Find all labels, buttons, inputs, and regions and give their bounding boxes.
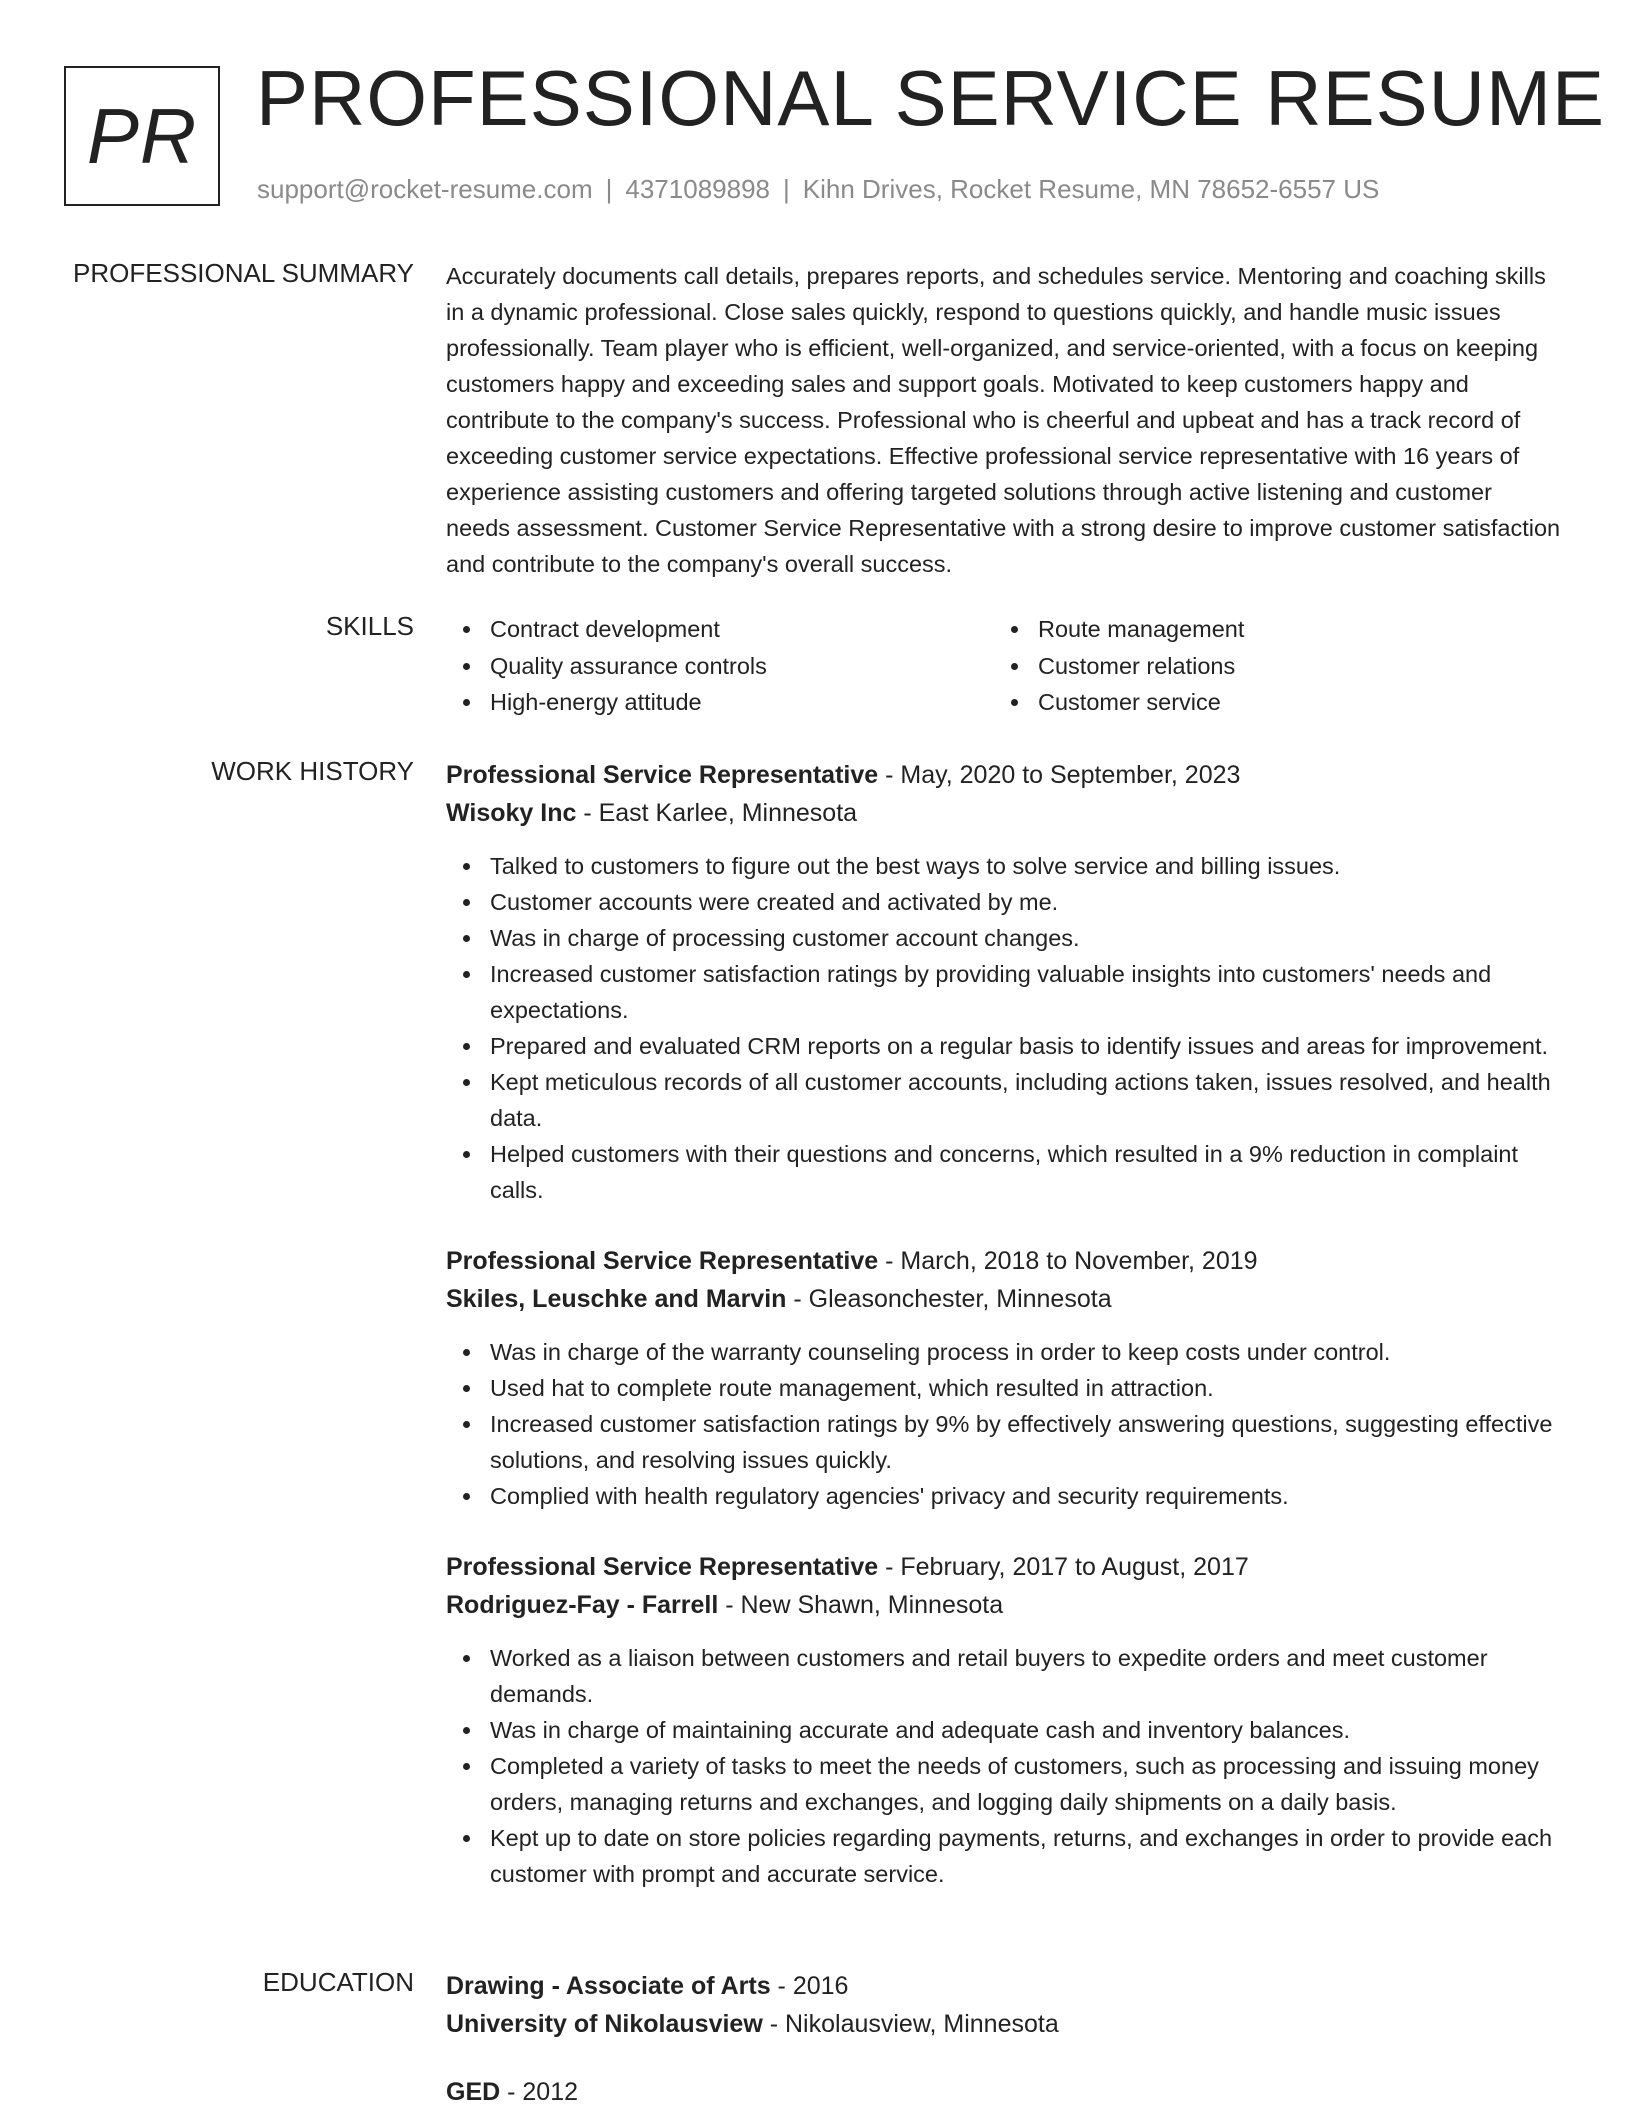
skill-item: High-energy attitude [446, 684, 994, 721]
job-duty: Talked to customers to figure out the best ways to solve service and billing issues. [446, 848, 1561, 884]
job-duty: Complied with health regulatory agencies' privacy and security requirements. [446, 1478, 1561, 1514]
skill-item: Contract development [446, 611, 994, 648]
monogram-badge [64, 66, 220, 206]
job-title-line [446, 1548, 1561, 1586]
job-duties [446, 1640, 1561, 1892]
job-company: Skiles, Leuschke and Marvin [446, 1285, 787, 1313]
job-title-line [446, 1242, 1561, 1280]
skills-body [446, 611, 1561, 721]
job-entry [446, 1242, 1561, 1514]
job-role: Professional Service Representative [446, 761, 879, 789]
job-entry [446, 756, 1561, 1208]
education-degree: GED [446, 2078, 501, 2106]
education-year: - 2016 [770, 1972, 849, 2000]
work-history-heading: WORK HISTORY [211, 756, 414, 786]
job-dates: - May, 2020 to September, 2023 [878, 761, 1241, 789]
skill-item: Route management [994, 611, 1542, 648]
job-duty: Increased customer satisfaction ratings by 9% by effectively answering questions, suggesting effective solutions, and resolving issues quickly. [446, 1406, 1561, 1478]
education-entry [446, 1967, 1561, 2043]
job-entry [446, 1548, 1561, 1892]
work-history-body [446, 756, 1561, 1892]
job-company-line [446, 1280, 1561, 1318]
job-company-line [446, 794, 1561, 832]
job-company-line [446, 1586, 1561, 1624]
job-duty: Customer accounts were created and activated by me. [446, 884, 1561, 920]
job-duty: Was in charge of processing customer account changes. [446, 920, 1561, 956]
job-title-line [446, 756, 1561, 794]
job-duty: Helped customers with their questions and concerns, which resulted in a 9% reduction in complaint calls. [446, 1136, 1561, 1208]
skill-item: Quality assurance controls [446, 648, 994, 685]
skill-item: Customer service [994, 684, 1542, 721]
summary-heading: PROFESSIONAL SUMMARY [73, 258, 414, 288]
job-dates: - March, 2018 to November, 2019 [878, 1247, 1258, 1275]
education-degree-line [446, 1967, 1561, 2005]
job-duty: Kept meticulous records of all customer accounts, including actions taken, issues resolved, and health data. [446, 1064, 1561, 1136]
education-school: University of Nikolausview [446, 2010, 763, 2038]
job-role: Professional Service Representative [446, 1553, 879, 1581]
education-location: - Nikolausview, Minnesota [762, 2010, 1059, 2038]
summary-text: Accurately documents call details, prepares reports, and schedules service. Mentoring and coaching skills in a dynamic professional. Close sales quickly, respond to questions quickly, and handle music issues professionally. Team player who is efficient, well-organized, and service-oriented, with a focus on keeping customers happy and exceeding sales and support goals. Motivated to keep customers happy and contribute to the company's success. Professional who is cheerful and upbeat and has a track record of exceeding customer service expectations. Effective professional service representative with 16 years of experience assisting customers and offering targeted solutions through active listening and customer needs assessment. Customer Service Representative with a strong desire to improve customer satisfaction and contribute to the company's overall success. [446, 263, 1561, 577]
job-location: - New Shawn, Minnesota [718, 1591, 1004, 1619]
education-school-line [446, 2005, 1561, 2043]
job-duty: Prepared and evaluated CRM reports on a regular basis to identify issues and areas for improvement. [446, 1028, 1561, 1064]
contact-address: Kihn Drives, Rocket Resume, MN 78652-6557 US [802, 174, 1380, 204]
job-duty: Kept up to date on store policies regarding payments, returns, and exchanges in order to provide each customer with prompt and accurate service. [446, 1820, 1561, 1892]
job-dates: - February, 2017 to August, 2017 [878, 1553, 1249, 1581]
summary-body [446, 258, 1561, 582]
education-degree-line [446, 2073, 1561, 2111]
job-duty: Was in charge of maintaining accurate and adequate cash and inventory balances. [446, 1712, 1561, 1748]
education-entry [446, 2073, 1561, 2111]
job-duty: Worked as a liaison between customers and retail buyers to expedite orders and meet customer demands. [446, 1640, 1561, 1712]
education-body [446, 1967, 1561, 2111]
job-company: Rodriguez-Fay - Farrell [446, 1591, 719, 1619]
skills-list [446, 611, 1561, 721]
job-duty: Used hat to complete route management, which resulted in attraction. [446, 1370, 1561, 1406]
job-location: - East Karlee, Minnesota [576, 799, 858, 827]
job-location: - Gleasonchester, Minnesota [786, 1285, 1112, 1313]
monogram-initials: PR [86, 91, 198, 180]
job-duty: Completed a variety of tasks to meet the needs of customers, such as processing and issuing money orders, managing returns and exchanges, and logging daily shipments on a daily basis. [446, 1748, 1561, 1820]
contact-email: support@rocket-resume.com [257, 174, 593, 204]
contact-separator: | [783, 174, 790, 204]
resume-title: PROFESSIONAL SERVICE RESUME [256, 54, 1606, 142]
job-duty: Was in charge of the warranty counseling process in order to keep costs under control. [446, 1334, 1561, 1370]
contact-line [257, 174, 1379, 205]
job-company: Wisoky Inc [446, 799, 577, 827]
education-degree: Drawing - Associate of Arts [446, 1972, 771, 2000]
skills-heading: SKILLS [325, 611, 414, 641]
skill-item: Customer relations [994, 648, 1542, 685]
job-role: Professional Service Representative [446, 1247, 879, 1275]
job-duties [446, 848, 1561, 1208]
education-heading: EDUCATION [262, 1967, 414, 1997]
job-duties [446, 1334, 1561, 1514]
job-duty: Increased customer satisfaction ratings by providing valuable insights into customers' needs and expectations. [446, 956, 1561, 1028]
contact-separator: | [605, 174, 613, 204]
education-year: - 2012 [500, 2078, 579, 2106]
contact-phone: 4371089898 [625, 174, 770, 204]
